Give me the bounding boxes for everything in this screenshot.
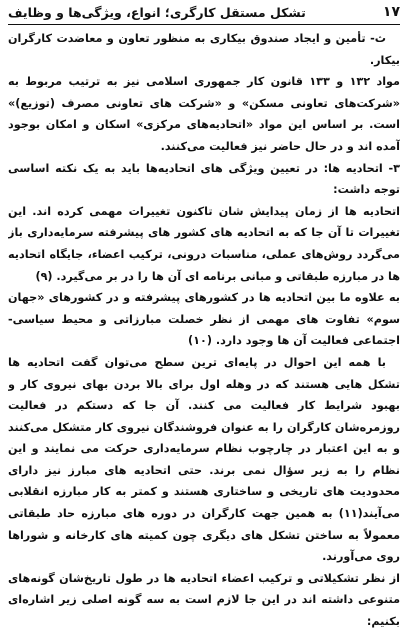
paragraph: ۳- اتحادیه ها: در تعیین ویژگی های اتحادیه‌ها باید به یک نکته اساسی توجه داشت: [8, 161, 400, 197]
paragraph: اتحادیه ها از زمان پیدایش شان تاکنون تغییرات مهمی کرده اند. این تغییرات تا آن جا که به اتحادیه های کشور های پیشرفته سرمایه‌داری باز می‌گردد روش‌های عملی، مناسبات درونی، ترکیب اعضاء، جایگاه اتحادیه ها در مبارزه طبقاتی و مبانی برنامه ای آن ها را در بر می‌گیرد. (۹) [8, 204, 400, 283]
paragraph: مواد ۱۳۲ و ۱۳۳ قانون کار جمهوری اسلامی نیز به ترتیب مربوط به «شرکت‌های تعاونی مسکن» و «شرکت های تعاونی مصرف (توزیع)» است. بر اساس این مواد «اتحادیه‌های مرکزی» اسکان و امکان بوجود آمده اند و در حال حاضر نیز فعالیت می‌کنند. [8, 75, 400, 153]
page-header [8, 2, 400, 22]
paragraph: با همه این احوال در پایه‌ای ترین سطح می‌توان گفت اتحادیه ها تشکل هایی هستند که در وهله اول برای بالا بردن بهای نیروی کار و بهبود شرایط کار فعالیت می کنند. آن جا که دستکم در فعالیت روزمره‌شان کارگران را به عنوان فروشندگان نیروی کار متشکل می‌کنند و به این اعتبار در چارچوب نظام سرمایه‌داری حرکت می نمایند و این نظام را به زیر سؤال نمی برند. حتی اتحادیه های مبارز نیز دارای محدودیت های تاریخی و ساختاری هستند و کمتر به کار مبارزه انقلابی می‌آیند(۱۱) به همین جهت کارگران در دوره های مبارزه حاد طبقاتی معمولاً به ساختن تشکل های دیگری چون کمیته های کارخانه و شوراها روی می‌آورند. [8, 355, 400, 564]
body-text [8, 28, 400, 634]
page-number: ۱۷ [382, 4, 400, 20]
paragraph: به علاوه ما بین اتحادیه ها در کشورهای پیشرفته و در کشورهای «جهان سوم» تفاوت های مهمی از نظر خصلت مبارزاتی و محیط سیاسی-اجتماعی فعالیت آن ها وجود دارد. (۱۰) [8, 291, 400, 348]
paragraph: از نظر تشکیلاتی و ترکیب اعضاء اتحادیه ها در طول تاریخ‌شان گونه‌های متنوعی داشته اند در این جا لازم است به سه گونه اصلی زیر اشاره‌ای بکنیم: [8, 571, 400, 629]
header-rule [8, 24, 400, 25]
paragraph: ث- تأمین و ایجاد صندوق بیکاری به منظور تعاون و معاضدت کارگران بیکار. [8, 32, 400, 67]
running-title: تشکل مستقل کارگری؛ انواع، ویژگی‌ها و وظایف [8, 4, 306, 20]
